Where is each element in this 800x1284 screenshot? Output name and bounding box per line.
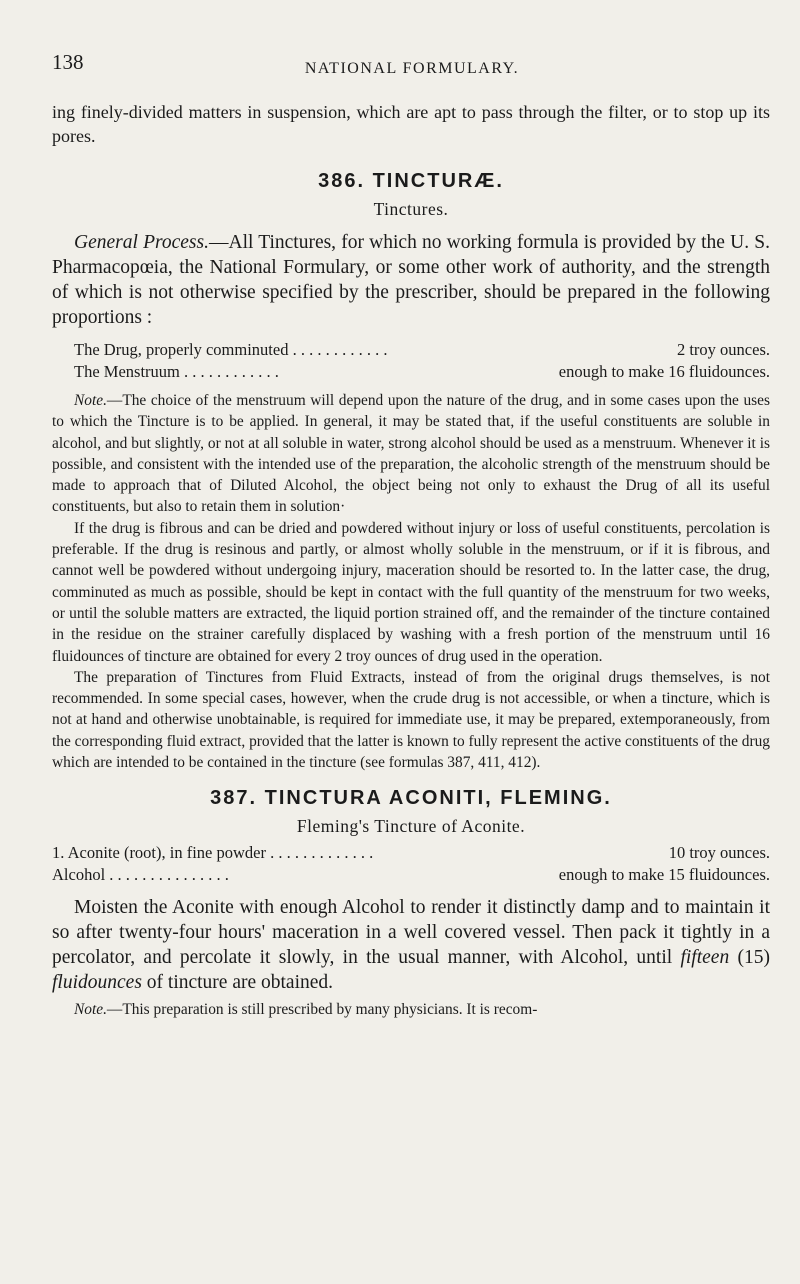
section-387-title: 387. TINCTURA ACONITI, FLEMING. [210,787,612,810]
method-paragraph [52,895,770,995]
page-number: 138 [52,50,84,74]
formula-row [74,340,770,362]
note-paragraph: If the drug is fibrous and can be dried and powdered without injury or loss of useful constituents, percolation is preferable. If the drug is resinous and partly, or almost wholly soluble in the menstruum, or if it is fibrous, and cannot well be powdered without undergoing injury, maceration should be resorted to. In the latter case, the drug, comminuted as much as possible, should be kept in contact with the full quantity of the menstruum for two weeks, or until the soluble matters are extracted, the liquid portion strained off, and the remainder of the tincture contained in the residue on the strainer carefully displaced by washing with a fresh portion of the menstruum until 16 fluidounces of tincture are obtained for every 2 troy ounces of drug used in the operation. [52,519,770,665]
formula-ingredient: The Drug, properly comminuted . . . . . . . . . . . . [74,340,388,359]
section-386-formula [52,340,770,384]
formula-amount: enough to make 15 fluidounces. [558,865,770,885]
formula-ingredient: 1. Aconite (root), in fine powder . . . . . . . . . . . . . [52,843,374,863]
note-label: Note. [74,392,107,409]
formula-amount: 10 troy ounces. [668,843,770,863]
running-title: NATIONAL FORMULARY. [304,60,520,77]
formula-ingredient: Alcohol . . . . . . . . . . . . . . . [52,865,229,885]
method-emphasis: fluidounces [52,972,142,994]
formula-row [52,843,770,865]
section-386-title: 386. TINCTURÆ. [318,170,504,192]
page-header [52,50,772,80]
formula-row [52,865,770,887]
formula-amount: enough to make 16 fluidounces. [558,362,770,381]
note-text: —The choice of the menstruum will depend upon the nature of the drug, and in some cases upon the uses to which the Tincture is to be applied. In general, it may be stated that, if the useful constituents are soluble in alcohol, and but slightly, or not at all soluble in water, strong alcohol should be used as a menstruum. Whenever it is possible, and consistent with the intended use of the preparation, the alcoholic strength of the menstruum should be made to approach that of Diluted Alcohol, the object being not only to exhaust the Drug of all its useful constituents, but also to retain them in solution· [52,392,770,516]
method-emphasis: fifteen [680,947,730,969]
note-paragraph: The preparation of Tinctures from Fluid Extracts, instead of from the original drugs themselves, is not recommended. In some special cases, however, when the crude drug is not accessible, or when a tincture, which is not at hand and otherwise unobtainable, is required for immediate use, it may be prepared, extemporaneously, from the corresponding fluid extract, provided that the latter is known to fully represent the active constituents of the drug which are intended to be contained in the tincture (see formulas 387, 411, 412). [52,668,770,772]
note-paragraph [52,999,770,1020]
general-process-paragraph [52,230,770,330]
method-text: of tincture are obtained. [141,972,334,994]
formula-row [74,362,770,384]
method-text: (15) [729,947,770,969]
section-387-formula [52,843,770,887]
page-content [52,100,770,1021]
note-label: Note. [74,1001,107,1019]
section-387-subtitle: Fleming's Tincture of Aconite. [296,816,526,837]
note-text: —This preparation is still prescribed by many physicians. It is recom- [106,1001,538,1019]
section-386-subtitle: Tinctures. [373,199,449,219]
opening-paragraph: ing finely-divided matters in suspension, which are apt to pass through the filter, or to stop up its pores. [52,102,770,146]
general-process-label: General Process. [74,232,209,253]
note-paragraph [52,390,770,518]
general-process-text: —All Tinctures, for which no working formula is provided by the U. S. Pharmacopœia, the National Formulary, or some other work of authority, and the strength of which is not otherwise specified by the prescriber, should be prepared in the following proportions : [52,232,770,328]
formula-ingredient: The Menstruum . . . . . . . . . . . . [74,362,279,381]
formula-amount: 2 troy ounces. [676,340,770,359]
method-text: Moisten the Aconite with enough Alcohol to render it distinctly damp and to maintain it so after twenty-four hours' maceration in a well covered vessel. Then pack it tightly in a percolator, and percolate it slowly, in the usual manner, with Alcohol, until [52,897,770,969]
